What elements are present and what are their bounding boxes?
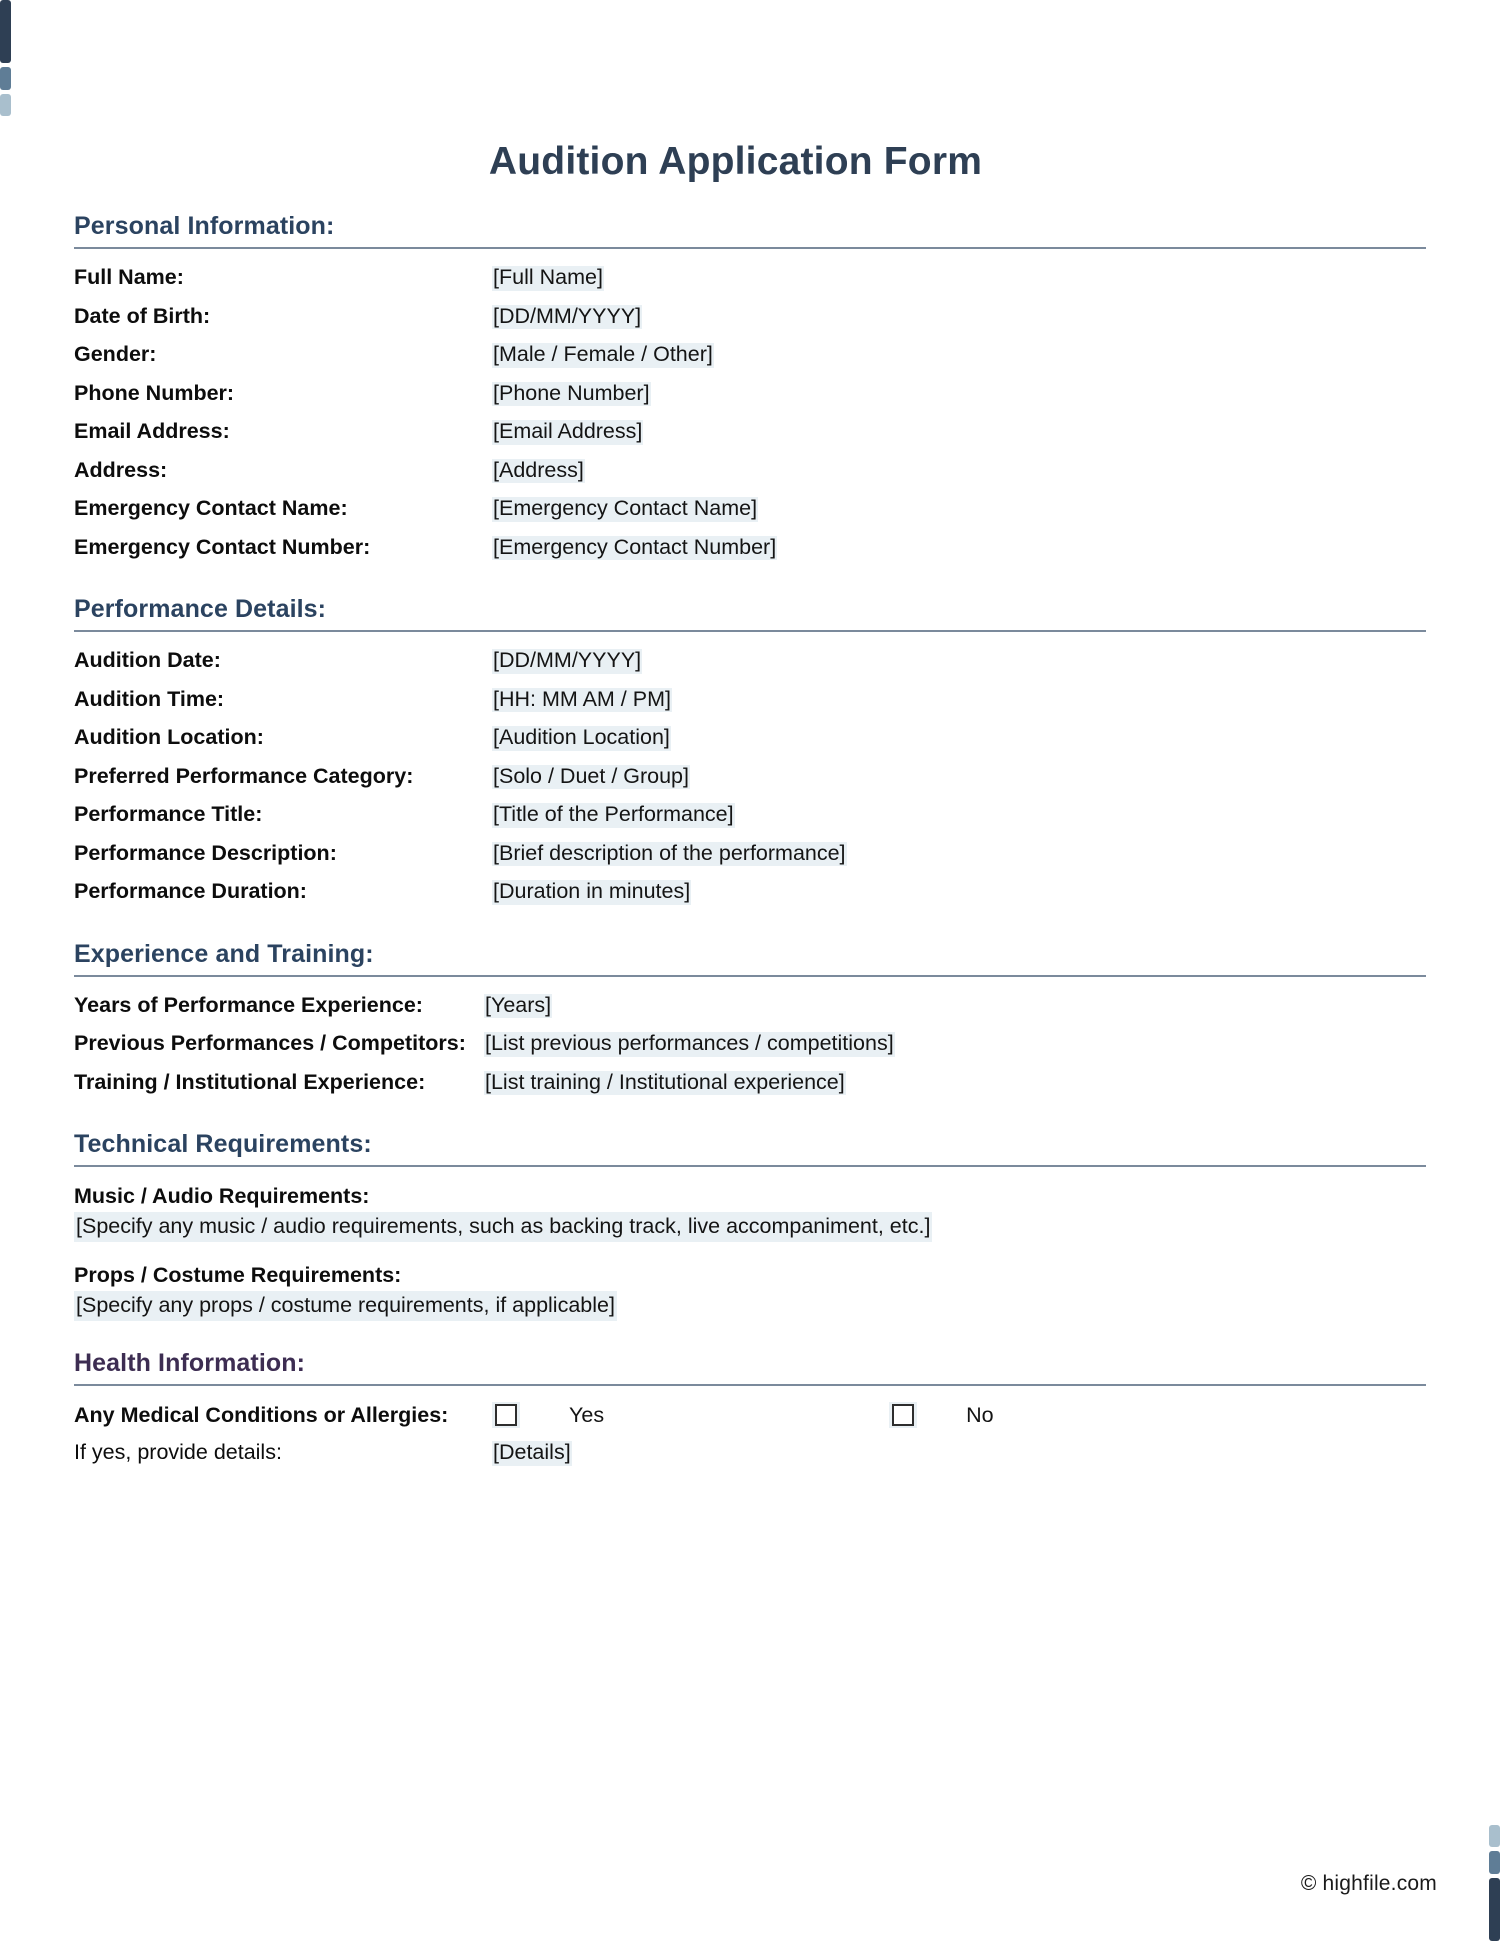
field-label-music-audio-requirements: Music / Audio Requirements: [74,1184,370,1208]
section-divider [74,1384,1426,1386]
section-technical-requirements [74,1130,1437,1335]
spacer [74,184,1437,212]
field-value-email-address[interactable]: [Email Address] [493,419,643,443]
field-label-medical-conditions: Any Medical Conditions or Allergies: [74,1402,449,1427]
field-label-phone-number: Phone Number: [74,380,235,405]
field-label-props-costume-requirements: Props / Costume Requirements: [74,1263,402,1287]
field-label-if-yes-details: If yes, provide details: [74,1440,282,1464]
page-title: Audition Application Form [488,140,983,183]
field-row-date-of-birth [74,298,1437,337]
checkbox-no[interactable] [889,1402,917,1428]
section-health-information [74,1349,1437,1473]
field-row-medical-conditions [74,1396,1437,1434]
field-row-preferred-performance-category [74,758,1437,797]
field-label-training-institutional-experience: Training / Institutional Experience: [74,1069,426,1094]
field-row-address [74,452,1437,491]
field-value-audition-date[interactable]: [DD/MM/YYYY] [493,648,642,672]
field-label-audition-location: Audition Location: [74,725,264,749]
field-label-audition-date: Audition Date: [74,648,221,672]
field-row-audition-time [74,681,1437,720]
field-label-years-of-performance-experience: Years of Performance Experience: [74,992,423,1017]
field-label-emergency-contact-number: Emergency Contact Number: [74,534,371,559]
field-row-if-yes-details [74,1434,1437,1473]
field-label-email-address: Email Address: [74,419,230,443]
field-row-email-address [74,413,1437,452]
section-divider [74,1165,1426,1167]
field-value-performance-duration[interactable]: [Duration in minutes] [493,879,691,903]
field-value-performance-description[interactable]: [Brief description of the performance] [493,840,846,865]
field-label-date-of-birth: Date of Birth: [74,303,211,328]
spacer [74,1102,1437,1130]
field-row-emergency-contact-number [74,529,1437,568]
field-label-address: Address: [74,457,168,482]
section-divider [74,975,1426,977]
field-row-performance-description [74,835,1437,874]
field-value-preferred-performance-category[interactable]: [Solo / Duet / Group] [493,763,689,788]
field-row-emergency-contact-name [74,490,1437,529]
field-label-performance-title: Performance Title: [74,802,263,826]
spacer [74,567,1437,595]
field-value-address[interactable]: [Address] [493,457,584,482]
section-header-experience-and-training: Experience and Training: [74,939,374,968]
spacer [74,912,1437,940]
checkbox-square-icon [495,1404,517,1426]
field-row-audition-location [74,719,1437,758]
section-personal-information [74,212,1437,567]
field-row-full-name [74,259,1437,298]
section-divider [74,630,1426,632]
section-performance-details [74,595,1437,912]
checkbox-label-yes: Yes [569,1402,605,1427]
footer-copyright: © highfile.com [1300,1872,1437,1895]
field-value-training-institutional-experience[interactable]: [List training / Institutional experience] [485,1069,845,1094]
field-value-props-costume-requirements[interactable]: [Specify any props / costume requirements, if applicable] [74,1291,617,1321]
field-row-performance-title [74,796,1437,835]
field-label-audition-time: Audition Time: [74,686,225,711]
checkbox-yes[interactable] [492,1402,520,1428]
field-value-audition-location[interactable]: [Audition Location] [493,725,670,749]
field-value-performance-title[interactable]: [Title of the Performance] [493,802,734,826]
field-row-years-of-performance-experience [74,987,1437,1026]
field-row-gender [74,336,1437,375]
section-divider [74,247,1426,249]
checkbox-square-icon [892,1404,914,1426]
field-label-emergency-contact-name: Emergency Contact Name: [74,496,348,520]
field-row-training-institutional-experience [74,1064,1437,1103]
field-label-full-name: Full Name: [74,265,184,289]
field-label-performance-description: Performance Description: [74,840,337,865]
field-label-preferred-performance-category: Preferred Performance Category: [74,763,414,788]
section-experience-and-training [74,940,1437,1103]
section-header-health-information: Health Information: [74,1349,306,1377]
field-value-if-yes-details[interactable]: [Details] [493,1440,571,1464]
spacer [74,1335,1437,1349]
field-value-previous-performances[interactable]: [List previous performances / competitions] [485,1031,894,1055]
field-label-gender: Gender: [74,342,157,366]
field-label-performance-duration: Performance Duration: [74,879,307,903]
field-value-audition-time[interactable]: [HH: MM AM / PM] [493,686,671,711]
field-value-gender[interactable]: [Male / Female / Other] [493,342,713,366]
field-value-phone-number[interactable]: [Phone Number] [493,380,650,405]
section-header-performance-details: Performance Details: [74,595,327,623]
field-row-previous-performances [74,1025,1437,1064]
field-label-previous-performances: Previous Performances / Competitors: [74,1031,466,1055]
field-value-music-audio-requirements[interactable]: [Specify any music / audio requirements, such as backing track, live accompaniment, etc.] [74,1212,932,1242]
section-header-personal-information: Personal Information: [74,212,335,240]
field-row-phone-number [74,375,1437,414]
checkbox-label-no: No [966,1402,994,1427]
field-value-date-of-birth[interactable]: [DD/MM/YYYY] [493,303,642,328]
field-value-full-name[interactable]: [Full Name] [493,265,603,289]
field-value-years-of-performance-experience[interactable]: [Years] [485,992,552,1017]
field-row-audition-date [74,642,1437,681]
field-value-emergency-contact-number[interactable]: [Emergency Contact Number] [493,534,777,559]
section-header-technical-requirements: Technical Requirements: [74,1130,372,1158]
field-row-performance-duration [74,873,1437,912]
field-value-emergency-contact-name[interactable]: [Emergency Contact Name] [493,496,758,520]
